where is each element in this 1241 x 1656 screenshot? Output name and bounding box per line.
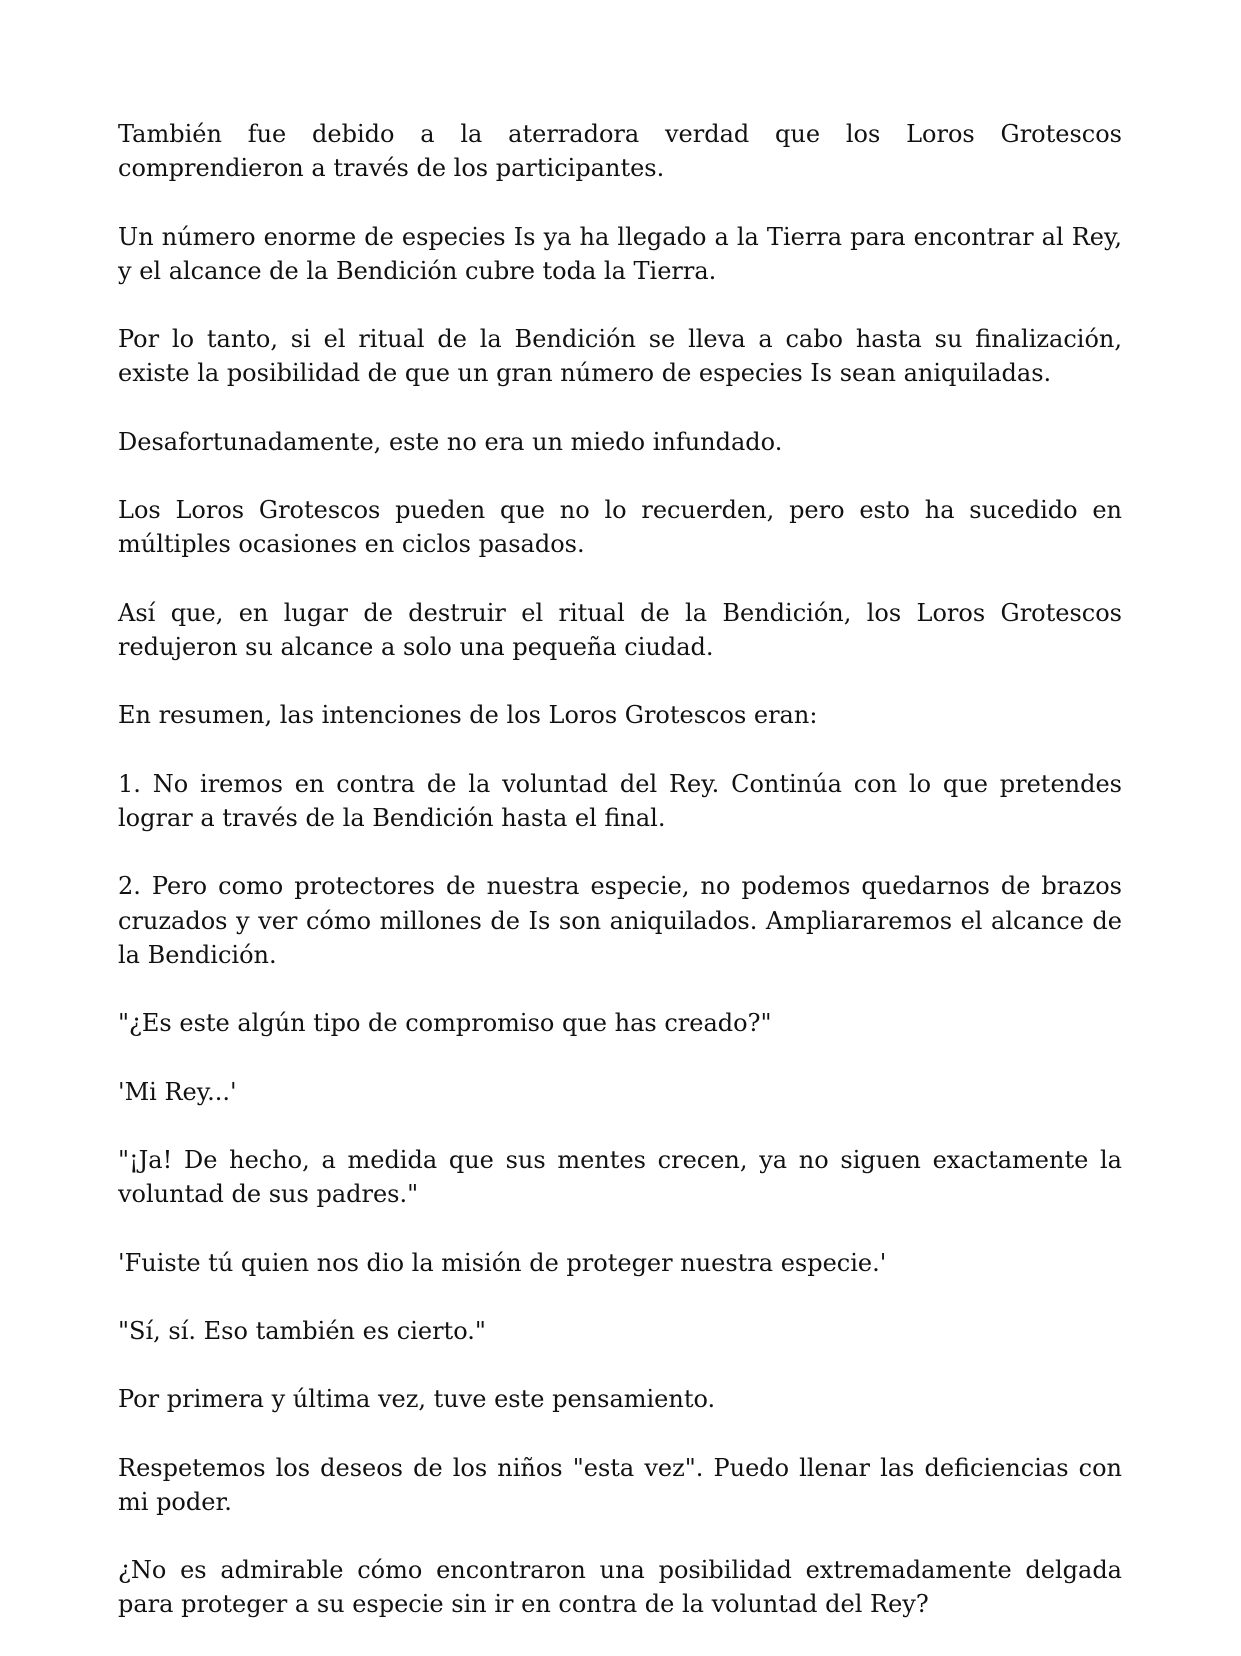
paragraph-15: Por primera y última vez, tuve este pensamiento. (118, 1385, 716, 1414)
paragraph-11: 'Mi Rey...' (118, 1077, 237, 1106)
paragraph-5: Los Loros Grotescos pueden que no lo recuerden, pero esto ha sucedido en múltiples ocasiones en ciclos pasados. (118, 496, 1122, 559)
paragraph-13: 'Fuiste tú quien nos dio la misión de proteger nuestra especie.' (118, 1248, 887, 1277)
document-body (118, 117, 1122, 1656)
paragraph-9: 2. Pero como protectores de nuestra especie, no podemos quedarnos de brazos cruzados y ver cómo millones de Is son aniquilados. Ampliararemos el alcance de la Bendición. (118, 872, 1122, 969)
paragraph-2: Un número enorme de especies Is ya ha llegado a la Tierra para encontrar al Rey, y el alcance de la Bendición cubre toda la Tierra. (118, 222, 1122, 285)
paragraph-17: ¿No es admirable cómo encontraron una posibilidad extremadamente delgada para proteger a su especie sin ir en contra de la voluntad del Rey? (118, 1556, 1122, 1619)
paragraph-16: Respetemos los deseos de los niños "esta vez". Puedo llenar las deficiencias con mi poder. (118, 1453, 1122, 1516)
paragraph-8: 1. No iremos en contra de la voluntad del Rey. Continúa con lo que pretendes lograr a través de la Bendición hasta el final. (118, 769, 1122, 832)
paragraph-1: También fue debido a la aterradora verdad que los Loros Grotescos comprendieron a través de los participantes. (118, 120, 1122, 183)
paragraph-12: "¡Ja! De hecho, a medida que sus mentes crecen, ya no siguen exactamente la voluntad de sus padres." (118, 1145, 1122, 1209)
paragraph-4: Desafortunadamente, este no era un miedo infundado. (118, 427, 783, 456)
paragraph-10: "¿Es este algún tipo de compromiso que has creado?" (118, 1009, 772, 1038)
paragraph-3: Por lo tanto, si el ritual de la Bendición se lleva a cabo hasta su finalización, existe la posibilidad de que un gran número de especies Is sean aniquiladas. (118, 325, 1122, 388)
paragraph-6: Así que, en lugar de destruir el ritual de la Bendición, los Loros Grotescos redujeron su alcance a solo una pequeña ciudad. (118, 598, 1122, 661)
paragraph-14: "Sí, sí. Eso también es cierto." (118, 1316, 486, 1345)
paragraph-7: En resumen, las intenciones de los Loros Grotescos eran: (118, 701, 818, 730)
